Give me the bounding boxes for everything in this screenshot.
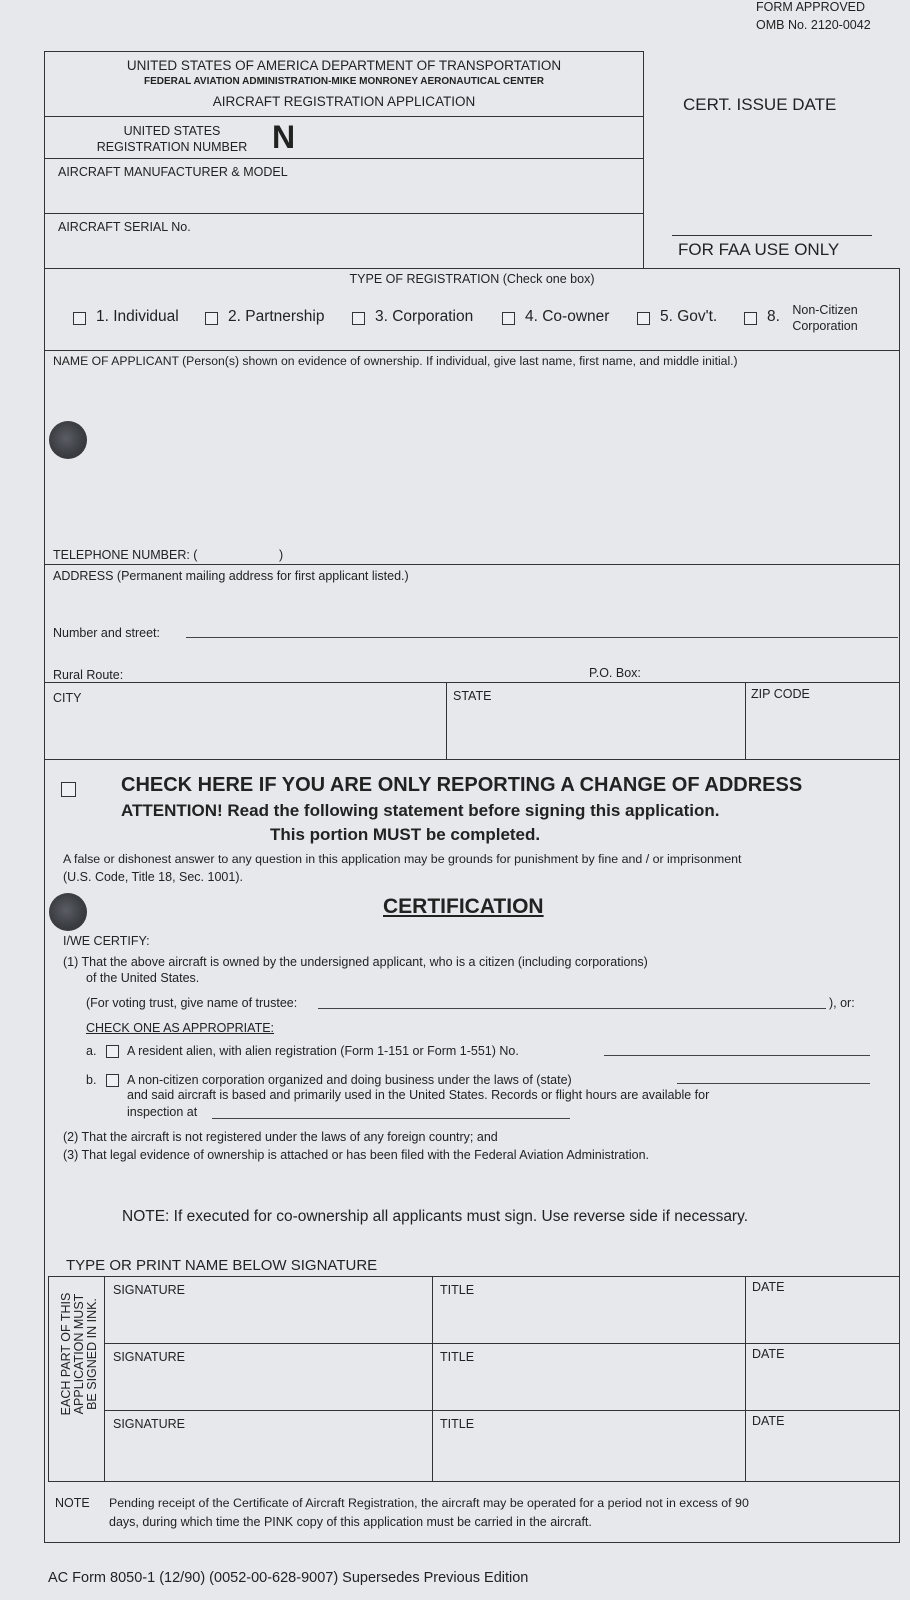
- state-label: STATE: [453, 689, 492, 703]
- po-box-label: P.O. Box:: [589, 666, 641, 680]
- footer-note-label: NOTE: [55, 1496, 90, 1510]
- form-identifier: AC Form 8050-1 (12/90) (0052-00-628-9007) Supersedes Previous Edition: [48, 1570, 529, 1586]
- certification-title: CERTIFICATION: [383, 895, 544, 918]
- cert-issue-date: CERT. ISSUE DATE: [683, 95, 837, 114]
- department-line: UNITED STATES OF AMERICA DEPARTMENT OF TRANSPORTATION: [126, 58, 562, 73]
- faa-use-only: FOR FAA USE ONLY: [678, 240, 840, 259]
- checkbox-government[interactable]: [637, 312, 650, 325]
- change-of-address-text: CHECK HERE IF YOU ARE ONLY REPORTING A CHANGE OF ADDRESS: [121, 774, 803, 796]
- signature-label-2: SIGNATURE: [113, 1350, 185, 1364]
- checkbox-partnership[interactable]: [205, 312, 218, 325]
- reg-prefix-n: N: [272, 119, 296, 155]
- footer-note-line-2: days, during which time the PINK copy of this application must be carried in the aircraft.: [109, 1515, 592, 1529]
- checkbox-corporation[interactable]: [352, 312, 365, 325]
- option-b-label: b.: [86, 1073, 97, 1087]
- rural-route-label: Rural Route:: [53, 668, 124, 682]
- resident-alien-checkbox[interactable]: [106, 1045, 119, 1058]
- registration-number-field[interactable]: [300, 124, 630, 154]
- check-one-label: CHECK ONE AS APPROPRIATE:: [86, 1021, 275, 1035]
- date-label-3: DATE: [752, 1414, 785, 1428]
- title-field-3[interactable]: [440, 1434, 738, 1476]
- footer-note-line-1: Pending receipt of the Certificate of Aircraft Registration, the aircraft may be operated for a period not in excess of 90: [109, 1496, 749, 1510]
- title-field-2[interactable]: [440, 1367, 738, 1405]
- sign-in-ink-line-1: EACH PART OF THIS: [59, 1292, 73, 1416]
- sign-in-ink-notice: [60, 1254, 99, 1454]
- option-corporation: 3. Corporation: [375, 308, 474, 325]
- signature-field-1[interactable]: [113, 1300, 423, 1338]
- registration-type-title: TYPE OF REGISTRATION (Check one box): [349, 272, 595, 286]
- reg-label-2: REGISTRATION NUMBER: [96, 140, 248, 154]
- inspection-location-field[interactable]: [212, 1100, 570, 1118]
- date-label-2: DATE: [752, 1347, 785, 1361]
- po-box-field[interactable]: [660, 662, 890, 680]
- option-non-citizen-label-1: Non-Citizen: [792, 303, 858, 317]
- alien-registration-field[interactable]: [604, 1038, 870, 1055]
- option-partnership: 2. Partnership: [228, 308, 325, 325]
- punch-hole-icon: [49, 893, 87, 931]
- date-field-2[interactable]: [752, 1367, 892, 1405]
- city-label: CITY: [53, 691, 82, 705]
- manufacturer-field[interactable]: [58, 182, 628, 210]
- non-citizen-corp-line-3: inspection at: [127, 1105, 198, 1119]
- option-government: 5. Gov't.: [660, 308, 718, 325]
- faa-line: FEDERAL AVIATION ADMINISTRATION-MIKE MONRONEY AERONAUTICAL CENTER: [144, 76, 544, 87]
- title-field-1[interactable]: [440, 1300, 738, 1338]
- manufacturer-label: AIRCRAFT MANUFACTURER & MODEL: [58, 165, 288, 179]
- date-label-1: DATE: [752, 1280, 785, 1294]
- option-individual: 1. Individual: [96, 308, 179, 325]
- title-label-2: TITLE: [440, 1350, 475, 1364]
- serial-field[interactable]: [58, 237, 628, 265]
- item-3: (3) That legal evidence of ownership is attached or has been filed with the Federal Aviation Administration.: [63, 1148, 649, 1162]
- option-co-owner: 4. Co-owner: [525, 308, 610, 325]
- option-non-citizen-number: 8.: [767, 308, 780, 325]
- signature-label-3: SIGNATURE: [113, 1417, 185, 1431]
- certify-label: I/WE CERTIFY:: [63, 934, 150, 948]
- co-ownership-note: NOTE: If executed for co-ownership all applicants must sign. Use reverse side if necessary.: [122, 1208, 749, 1225]
- address-label: ADDRESS (Permanent mailing address for first applicant listed.): [53, 569, 409, 583]
- telephone-close: ): [279, 548, 284, 562]
- form-title: AIRCRAFT REGISTRATION APPLICATION: [212, 94, 476, 109]
- applicant-name-field[interactable]: [90, 375, 880, 535]
- option-a-label: a.: [86, 1044, 97, 1058]
- omb-number: OMB No. 2120-0042: [756, 18, 871, 32]
- item-1-line-1: (1) That the above aircraft is owned by the undersigned applicant, who is a citizen (including corporations): [63, 955, 648, 969]
- checkbox-co-owner[interactable]: [502, 312, 515, 325]
- applicant-name-label: NAME OF APPLICANT (Person(s) shown on evidence of ownership. If individual, give last name, first name, and middle initial.): [53, 354, 738, 368]
- voting-trust-end: ), or:: [829, 996, 855, 1010]
- trustee-name-field[interactable]: [318, 990, 826, 1008]
- punch-hole-icon: [49, 421, 87, 459]
- resident-alien-text: A resident alien, with alien registration (Form 1-151 or Form 1-551) No.: [127, 1044, 519, 1058]
- reg-label-1: UNITED STATES: [123, 124, 221, 138]
- checkbox-individual[interactable]: [73, 312, 86, 325]
- warning-line-2: (U.S. Code, Title 18, Sec. 1001).: [63, 870, 243, 884]
- rural-route-field[interactable]: [140, 664, 580, 682]
- city-field[interactable]: [53, 710, 438, 754]
- item-1-line-2: of the United States.: [86, 971, 200, 985]
- form-approved: FORM APPROVED: [756, 0, 866, 14]
- telephone-area-code-field[interactable]: [220, 545, 276, 563]
- title-label-1: TITLE: [440, 1283, 475, 1297]
- signature-field-2[interactable]: [113, 1367, 423, 1405]
- signature-heading: TYPE OR PRINT NAME BELOW SIGNATURE: [66, 1257, 378, 1274]
- telephone-number-field[interactable]: [290, 545, 590, 563]
- date-field-1[interactable]: [752, 1300, 892, 1338]
- telephone-label: TELEPHONE NUMBER: (: [53, 548, 198, 562]
- must-complete-text: This portion MUST be completed.: [270, 825, 541, 844]
- non-citizen-corp-line-1: A non-citizen corporation organized and doing business under the laws of (state): [127, 1073, 572, 1087]
- signature-field-3[interactable]: [113, 1434, 423, 1476]
- zip-code-label: ZIP CODE: [751, 687, 810, 701]
- state-field[interactable]: [453, 710, 738, 754]
- state-of-incorporation-field[interactable]: [677, 1067, 870, 1083]
- voting-trust-label: (For voting trust, give name of trustee:: [86, 996, 298, 1010]
- non-citizen-corp-line-2: and said aircraft is based and primarily used in the United States. Records or flight hours are available for: [127, 1088, 710, 1102]
- zip-code-field[interactable]: [751, 710, 891, 754]
- signature-label-1: SIGNATURE: [113, 1283, 185, 1297]
- warning-line-1: A false or dishonest answer to any question in this application may be grounds for punishment by fine and / or imprisonment: [63, 852, 742, 866]
- non-citizen-corp-checkbox[interactable]: [106, 1074, 119, 1087]
- street-label: Number and street:: [53, 626, 160, 640]
- checkbox-non-citizen-corporation[interactable]: [744, 312, 757, 325]
- item-2: (2) That the aircraft is not registered under the laws of any foreign country; and: [63, 1130, 498, 1144]
- change-of-address-checkbox[interactable]: [61, 782, 76, 797]
- serial-label: AIRCRAFT SERIAL No.: [58, 220, 191, 234]
- attention-text: ATTENTION! Read the following statement before signing this application.: [121, 801, 720, 820]
- sign-in-ink-line-3: BE SIGNED IN INK.: [85, 1298, 99, 1410]
- option-non-citizen-label-2: Corporation: [792, 319, 858, 333]
- street-field[interactable]: [186, 618, 898, 636]
- sign-in-ink-line-2: APPLICATION MUST: [72, 1293, 86, 1415]
- date-field-3[interactable]: [752, 1434, 892, 1476]
- title-label-3: TITLE: [440, 1417, 475, 1431]
